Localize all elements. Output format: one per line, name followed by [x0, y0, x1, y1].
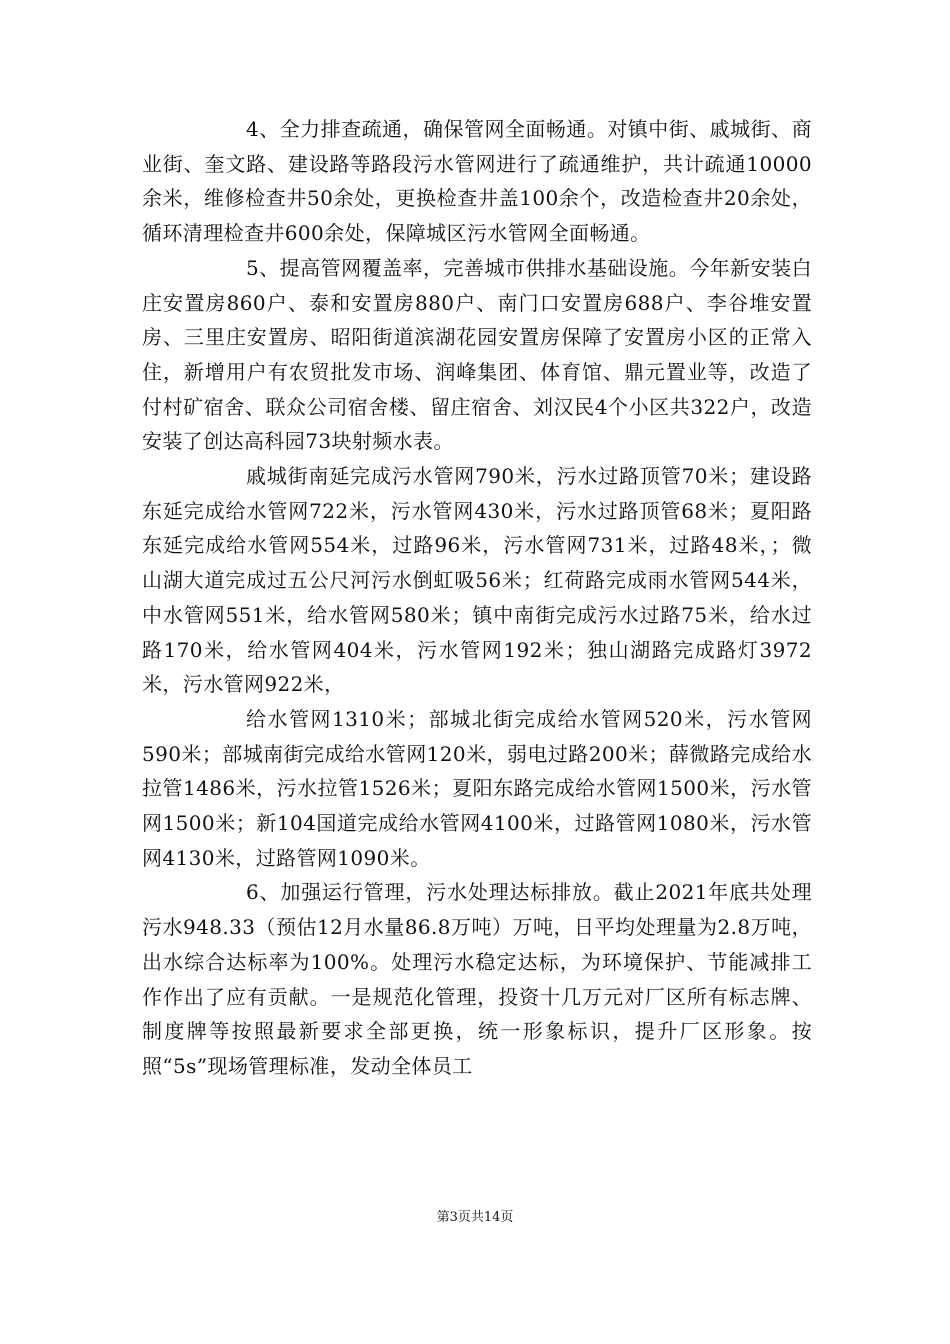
- paragraph-road-pipes: 戚城街南延完成污水管网790米，污水过路顶管70米；建设路东延完成给水管网722米，污水管网430米，污水过路顶管68米；夏阳路东延完成给水管网554米，过路96米，污水管网731米，过路48米，；微山湖大道完成过五公尺河污水倒虹吸56米；红荷路完成雨水管网544米，中水管网551米，给水管网580米；镇中南街完成污水过路75米，给水过路170米，给水管网404米，污水管网192米；独山湖路完成路灯3972米，污水管网922米，: [142, 464, 812, 697]
- paragraph-road-pipes-continued: 给水管网1310米；部城北街完成给水管网520米，污水管网590米；部城南街完成给水管网120米，弱电过路200米；薛微路完成给水拉管1486米，污水拉管1526米；夏阳东路完成给水管网1500米，污水管网1500米；新104国道完成给水管网4100米，过路管网1080米，污水管网4130米，过路管网1090米。: [142, 706, 812, 870]
- paragraph-pipe-coverage: 5、提高管网覆盖率，完善城市供排水基础设施。今年新安装白庄安置房860户、泰和安置房880户、南门口安置房688户、李谷堆安置房、三里庄安置房、昭阳街道滨湖花园安置房保障了安置房小区的正常入住，新增用户有农贸批发市场、润峰集团、体育馆、鼎元置业等，改造了付村矿宿舍、联众公司宿舍楼、留庄宿舍、刘汉民4个小区共322户，改造安装了创达高科园73块射频水表。: [142, 255, 812, 454]
- paragraph-operation-management: 6、加强运行管理，污水处理达标排放。截止2021年底共处理污水948.33（预估12月水量86.8万吨）万吨，日平均处理量为2.8万吨，出水综合达标率为100%。处理污水稳定达标，为环境保护、节能减排工作作出了应有贡献。一是规范化管理，投资十几万元对厂区所有标志牌、制度牌等按照最新要求全部更换，统一形象标识，提升厂区形象。按照“5s”现场管理标准，发动全体员工: [142, 880, 812, 1078]
- page-number: 第3页共14页: [436, 1210, 514, 1225]
- document-body: [142, 112, 812, 1084]
- page-footer: [0, 1206, 950, 1225]
- paragraph-pipe-dredging: 4、全力排查疏通，确保管网全面畅通。对镇中街、戚城街、商业街、奎文路、建设路等路段污水管网进行了疏通维护，共计疏通10000余米，维修检查井50余处，更换检查井盖100余个，改造检查井20余处，循环清理检查井600余处，保障城区污水管网全面畅通。: [142, 117, 812, 246]
